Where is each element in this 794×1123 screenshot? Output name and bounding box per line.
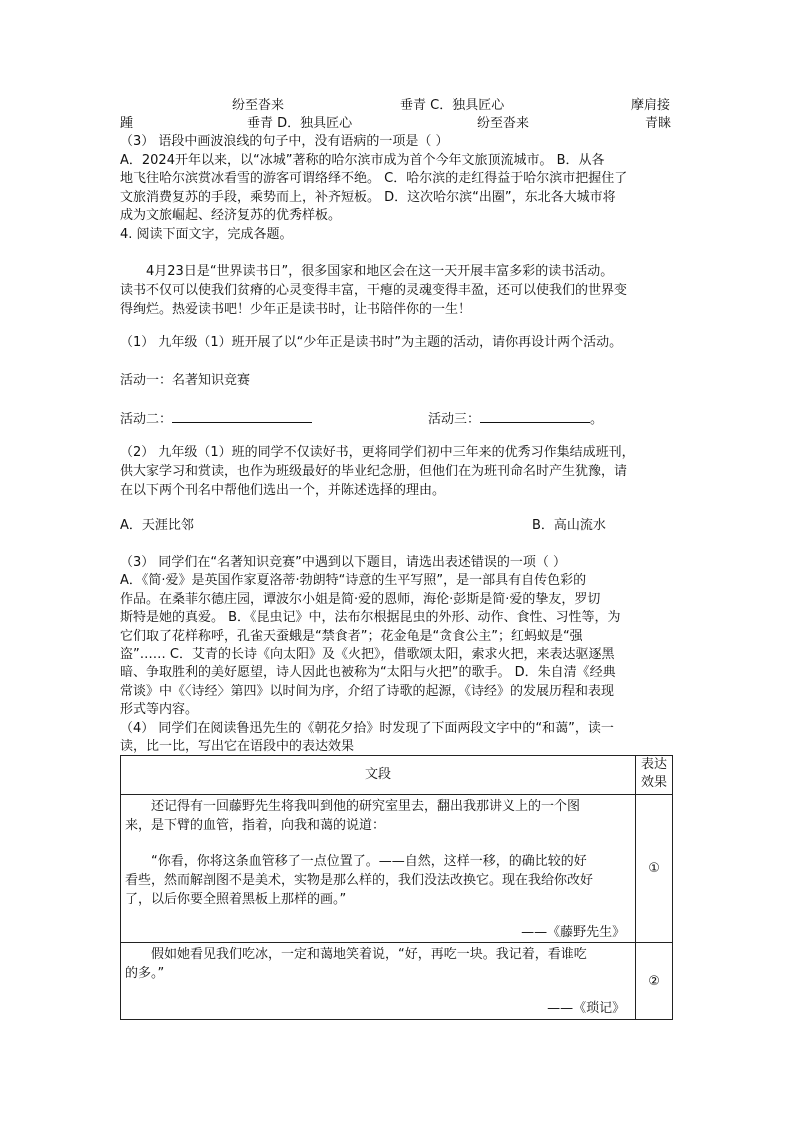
q3-option-text: 摩肩接	[631, 98, 671, 113]
sub2-line: 在以下两个刊名中帮他们选出一个，并陈述选择的理由。	[120, 483, 446, 498]
activity-three-label: 活动三：	[428, 412, 481, 427]
answer-marker: ①	[648, 861, 660, 876]
answer-blank[interactable]	[172, 408, 312, 423]
option-a: A．天涯比邻	[120, 518, 194, 533]
q3-option-text: 踵	[120, 116, 134, 131]
sub3-line: 作品。在桑菲尔德庄园，谭波尔小姐是简·爱的恩师，海伦·彭斯是简·爱的挚友，罗切	[120, 591, 601, 607]
sub-question-1: （1） 九年级（1）班开展了以“少年正是读书时”为主题的活动，请你再设计两个活动。	[120, 335, 623, 350]
passage-line: 读书不仅可以使我们贫瘠的心灵变得丰富，干瘪的灵魂变得丰盈，还可以使我们的世界变	[120, 283, 628, 298]
passage-block	[121, 852, 635, 909]
sub3-line: 斯特是她的真爱。 B．《昆虫记》中，法布尔根据昆虫的外形、动作、食性、习性等，为	[120, 610, 621, 626]
q3-option-text: 纷至沓来	[232, 98, 285, 113]
sub4-line: 读，比一比，写出它在语段中的表达效果	[120, 739, 355, 755]
table-row	[121, 795, 673, 943]
question-stem: （3） 语段中画波浪线的句子中，没有语病的一项是（ ）	[120, 134, 449, 149]
passage-cell	[121, 795, 636, 943]
activity-two	[120, 408, 312, 429]
sub-question-2	[120, 443, 675, 500]
answer-blank[interactable]	[480, 408, 590, 423]
q3-option-text: 纷至沓来	[477, 116, 530, 131]
passage-block	[121, 797, 635, 835]
activity-two-label: 活动二：	[120, 412, 173, 427]
passage-line: 看些，然而解剖图不是美术，实物是那么样的，我们没法改换它。现在我给你改好	[125, 873, 594, 888]
passage-line: 来，是下臂的血管，指着，向我和蔼的说道：	[125, 818, 386, 833]
sub3-line: 常谈》中《〈诗经〉第四》以时间为序，介绍了诗歌的起源，《诗经》的发展历程和表现	[120, 683, 615, 699]
passage-cell	[121, 943, 636, 1020]
activity-one: 活动一：名著知识竞赛	[120, 373, 251, 388]
passage-line: 得绚烂。热爱读书吧！少年正是读书时，让书陪伴你的一生！	[120, 302, 472, 317]
q3-option-text: 垂青 D．独具匠心	[247, 116, 353, 131]
sub3-line: （3） 同学们在“名著知识竞赛”中遇到以下题目，请选出表述错误的一项（ ）	[120, 555, 567, 570]
passage-line: 4月23日是“世界读书日”，很多国家和地区会在这一天开展丰富多彩的读书活动。	[146, 264, 614, 279]
header-effect	[636, 756, 673, 795]
table-header-row	[121, 756, 673, 795]
sub4-line: （4） 同学们在阅读鲁迅先生的《朝花夕拾》时发现了下面两段文字中的“和蔼”，读一	[120, 720, 614, 736]
header-effect-line: 效果	[641, 775, 668, 790]
sub3-line: 盗”…… C．艾青的长诗《向太阳》及《火把》，借歌颂太阳，索求火把，来表达驱逐黑	[120, 647, 615, 663]
option-b: B．高山流水	[532, 518, 606, 533]
answer-cell[interactable]	[636, 943, 673, 1020]
activity-three	[428, 408, 603, 429]
sub2-line: 供大家学习和赏读，也作为班级最好的毕业纪念册，但他们在为班刊命名时产生犹豫，请	[120, 464, 628, 479]
option-line: A．2024开年以来，以“冰城”著称的哈尔滨市成为首个今年文旅顶流城市。 B．从各	[120, 152, 605, 168]
sub2-line: （2） 九年级（1）班的同学不仅读好书，更将同学们初中三年来的优秀习作集结成班刊，	[120, 445, 635, 460]
sub3-line: A．《简·爱》是英国作家夏洛蒂·勃朗特“诗意的生平写照”，是一部具有自传色彩的	[120, 573, 587, 589]
sub3-line: 形式等内容。	[120, 702, 199, 718]
sub3-line: 暗、争取胜利的美好愿望，诗人因此也被称为“太阳与火把”的歌手。 D．朱自清《经典	[120, 665, 616, 681]
q3-option-text: 垂青 C．独具匠心	[400, 98, 505, 113]
header-passage: 文段	[121, 756, 636, 795]
period-mark: 。	[590, 412, 604, 427]
question-title: 4. 阅读下面文字，完成各题。	[120, 226, 293, 242]
table-row	[121, 943, 673, 1020]
option-line: 文旅消费复苏的手段，乘势而上，补齐短板。 D．这次哈尔滨“出圈”，东北各大城市将	[120, 189, 616, 205]
q3-option-text: 青睐	[645, 116, 672, 131]
passage-line: 假如她看见我们吃冰，一定和蔼地笑着说，“好，再吃一块。我记着，看谁吃	[151, 947, 587, 962]
header-effect-line: 表达	[641, 757, 668, 772]
passage-block	[121, 945, 635, 983]
passage-line: 的多。”	[125, 966, 165, 981]
sub3-line: 它们取了花样称呼，孔雀天蚕蛾是“禁食者”；花金龟是“贪食公主”；红蚂蚁是“强	[120, 628, 583, 644]
passage-source: ——《琐记》	[547, 1001, 626, 1016]
passage-line: 了，以后你要全照着黑板上那样的画。”	[125, 892, 347, 907]
passage-line: “你看，你将这条血管移了一点位置了。——自然，这样一移，的确比较的好	[151, 854, 587, 869]
sub-question-3	[120, 554, 675, 756]
comparison-table	[120, 755, 673, 1020]
option-line: 成为文旅崛起、经济复苏的优秀样板。	[120, 208, 342, 223]
answer-marker: ②	[648, 973, 660, 989]
passage-source: ——《藤野先生》	[521, 925, 626, 940]
passage-line: 还记得有一回藤野先生将我叫到他的研究室里去，翻出我那讲义上的一个图	[151, 799, 581, 814]
option-line: 地飞往哈尔滨赏冰看雪的游客可谓络绎不绝。 C．哈尔滨的走红得益于哈尔滨市把握住了	[120, 171, 628, 186]
question-sub3	[120, 133, 675, 244]
reading-passage	[120, 262, 675, 319]
answer-cell[interactable]	[636, 795, 673, 943]
